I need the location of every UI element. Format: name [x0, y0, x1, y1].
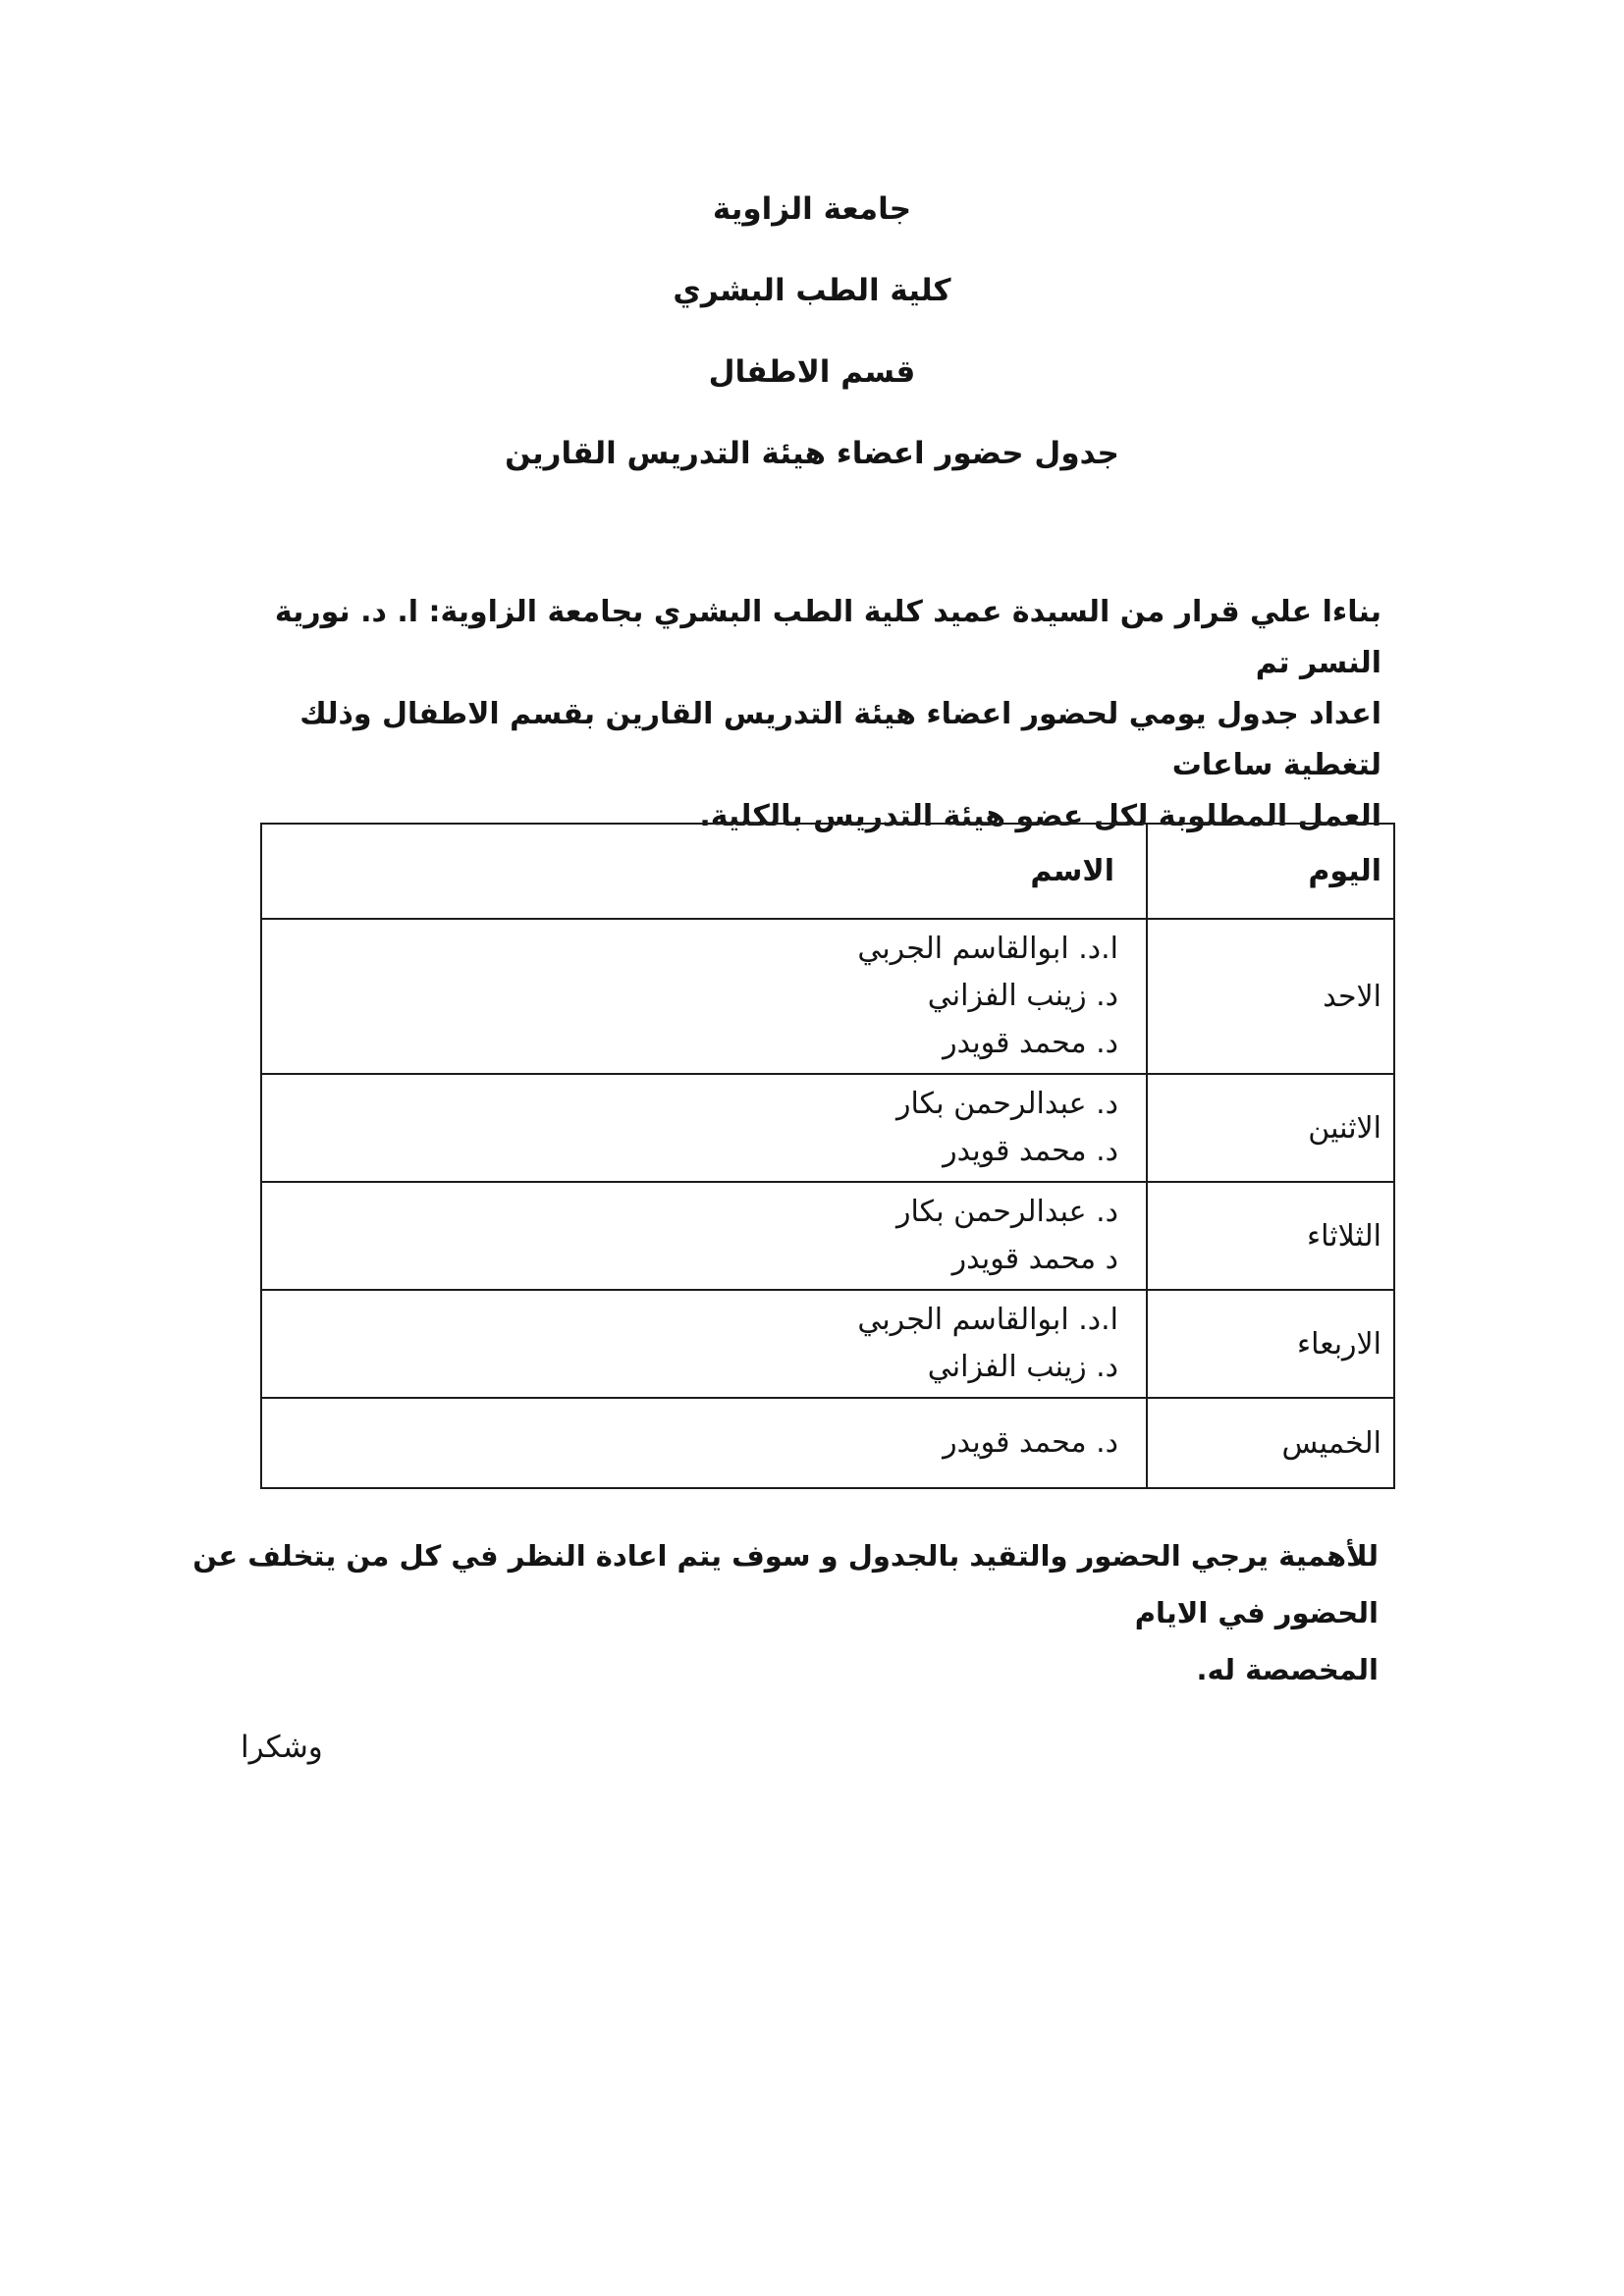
names-cell [261, 1182, 1147, 1290]
name-column-header: الاسم [261, 824, 1147, 919]
day-cell: الاربعاء [1147, 1290, 1394, 1398]
faculty-title: كلية الطب البشري [673, 273, 951, 308]
staff-name: د. محمد قويدر [943, 1026, 1118, 1060]
staff-name: ا.د. ابوالقاسم الجربي [857, 932, 1118, 966]
university-title: جامعة الزاوية [712, 191, 912, 227]
staff-name: د محمد قويدر [951, 1242, 1118, 1276]
table-row [261, 1074, 1394, 1182]
names-cell [261, 1398, 1147, 1488]
day-cell: الاثنين [1147, 1074, 1394, 1182]
table-row [261, 919, 1394, 1074]
table-header-row [261, 824, 1394, 919]
day-column-header: اليوم [1147, 824, 1394, 919]
intro-paragraph [245, 587, 1381, 842]
day-cell: الاحد [1147, 919, 1394, 1074]
day-cell: الثلاثاء [1147, 1182, 1394, 1290]
table-row [261, 1398, 1394, 1488]
schedule-body [261, 919, 1394, 1488]
attendance-table-wrap [260, 823, 1395, 1489]
names-cell [261, 919, 1147, 1074]
staff-name: د. زينب الفزاني [927, 979, 1118, 1013]
names-cell [261, 1290, 1147, 1398]
document-headings [0, 185, 1624, 510]
intro-line: العمل المطلوبة لكل عضو هيئة التدريس بالكلية. [699, 799, 1381, 833]
table-row [261, 1182, 1394, 1290]
staff-name: ا.د. ابوالقاسم الجربي [857, 1303, 1118, 1337]
names-cell [261, 1074, 1147, 1182]
thanks-text: وشكرا [241, 1730, 323, 1765]
table-row [261, 1290, 1394, 1398]
staff-name: د. محمد قويدر [943, 1425, 1118, 1460]
notice-line: للأهمية يرجي الحضور والتقيد بالجدول و سوف يتم اعادة النظر في كل من يتخلف عن الحضور في الايام [192, 1539, 1379, 1629]
attendance-table [260, 823, 1395, 1489]
notice-line: المخصصة له. [1196, 1653, 1379, 1686]
staff-name: د. زينب الفزاني [927, 1350, 1118, 1384]
staff-name: د. عبدالرحمن بكار [896, 1195, 1118, 1229]
department-title: قسم الاطفال [708, 354, 916, 390]
staff-name: د. محمد قويدر [943, 1134, 1118, 1168]
schedule-title: جدول حضور اعضاء هيئة التدريس القارين [505, 436, 1119, 471]
staff-name: د. عبدالرحمن بكار [896, 1087, 1118, 1121]
intro-line: اعداد جدول يومي لحضور اعضاء هيئة التدريس القارين بقسم الاطفال وذلك لتغطية ساعات [299, 697, 1381, 782]
day-cell: الخميس [1147, 1398, 1394, 1488]
notice-paragraph [172, 1527, 1379, 1698]
intro-line: بناءا علي قرار من السيدة عميد كلية الطب البشري بجامعة الزاوية: ا. د. نورية النسر تم [274, 595, 1381, 680]
